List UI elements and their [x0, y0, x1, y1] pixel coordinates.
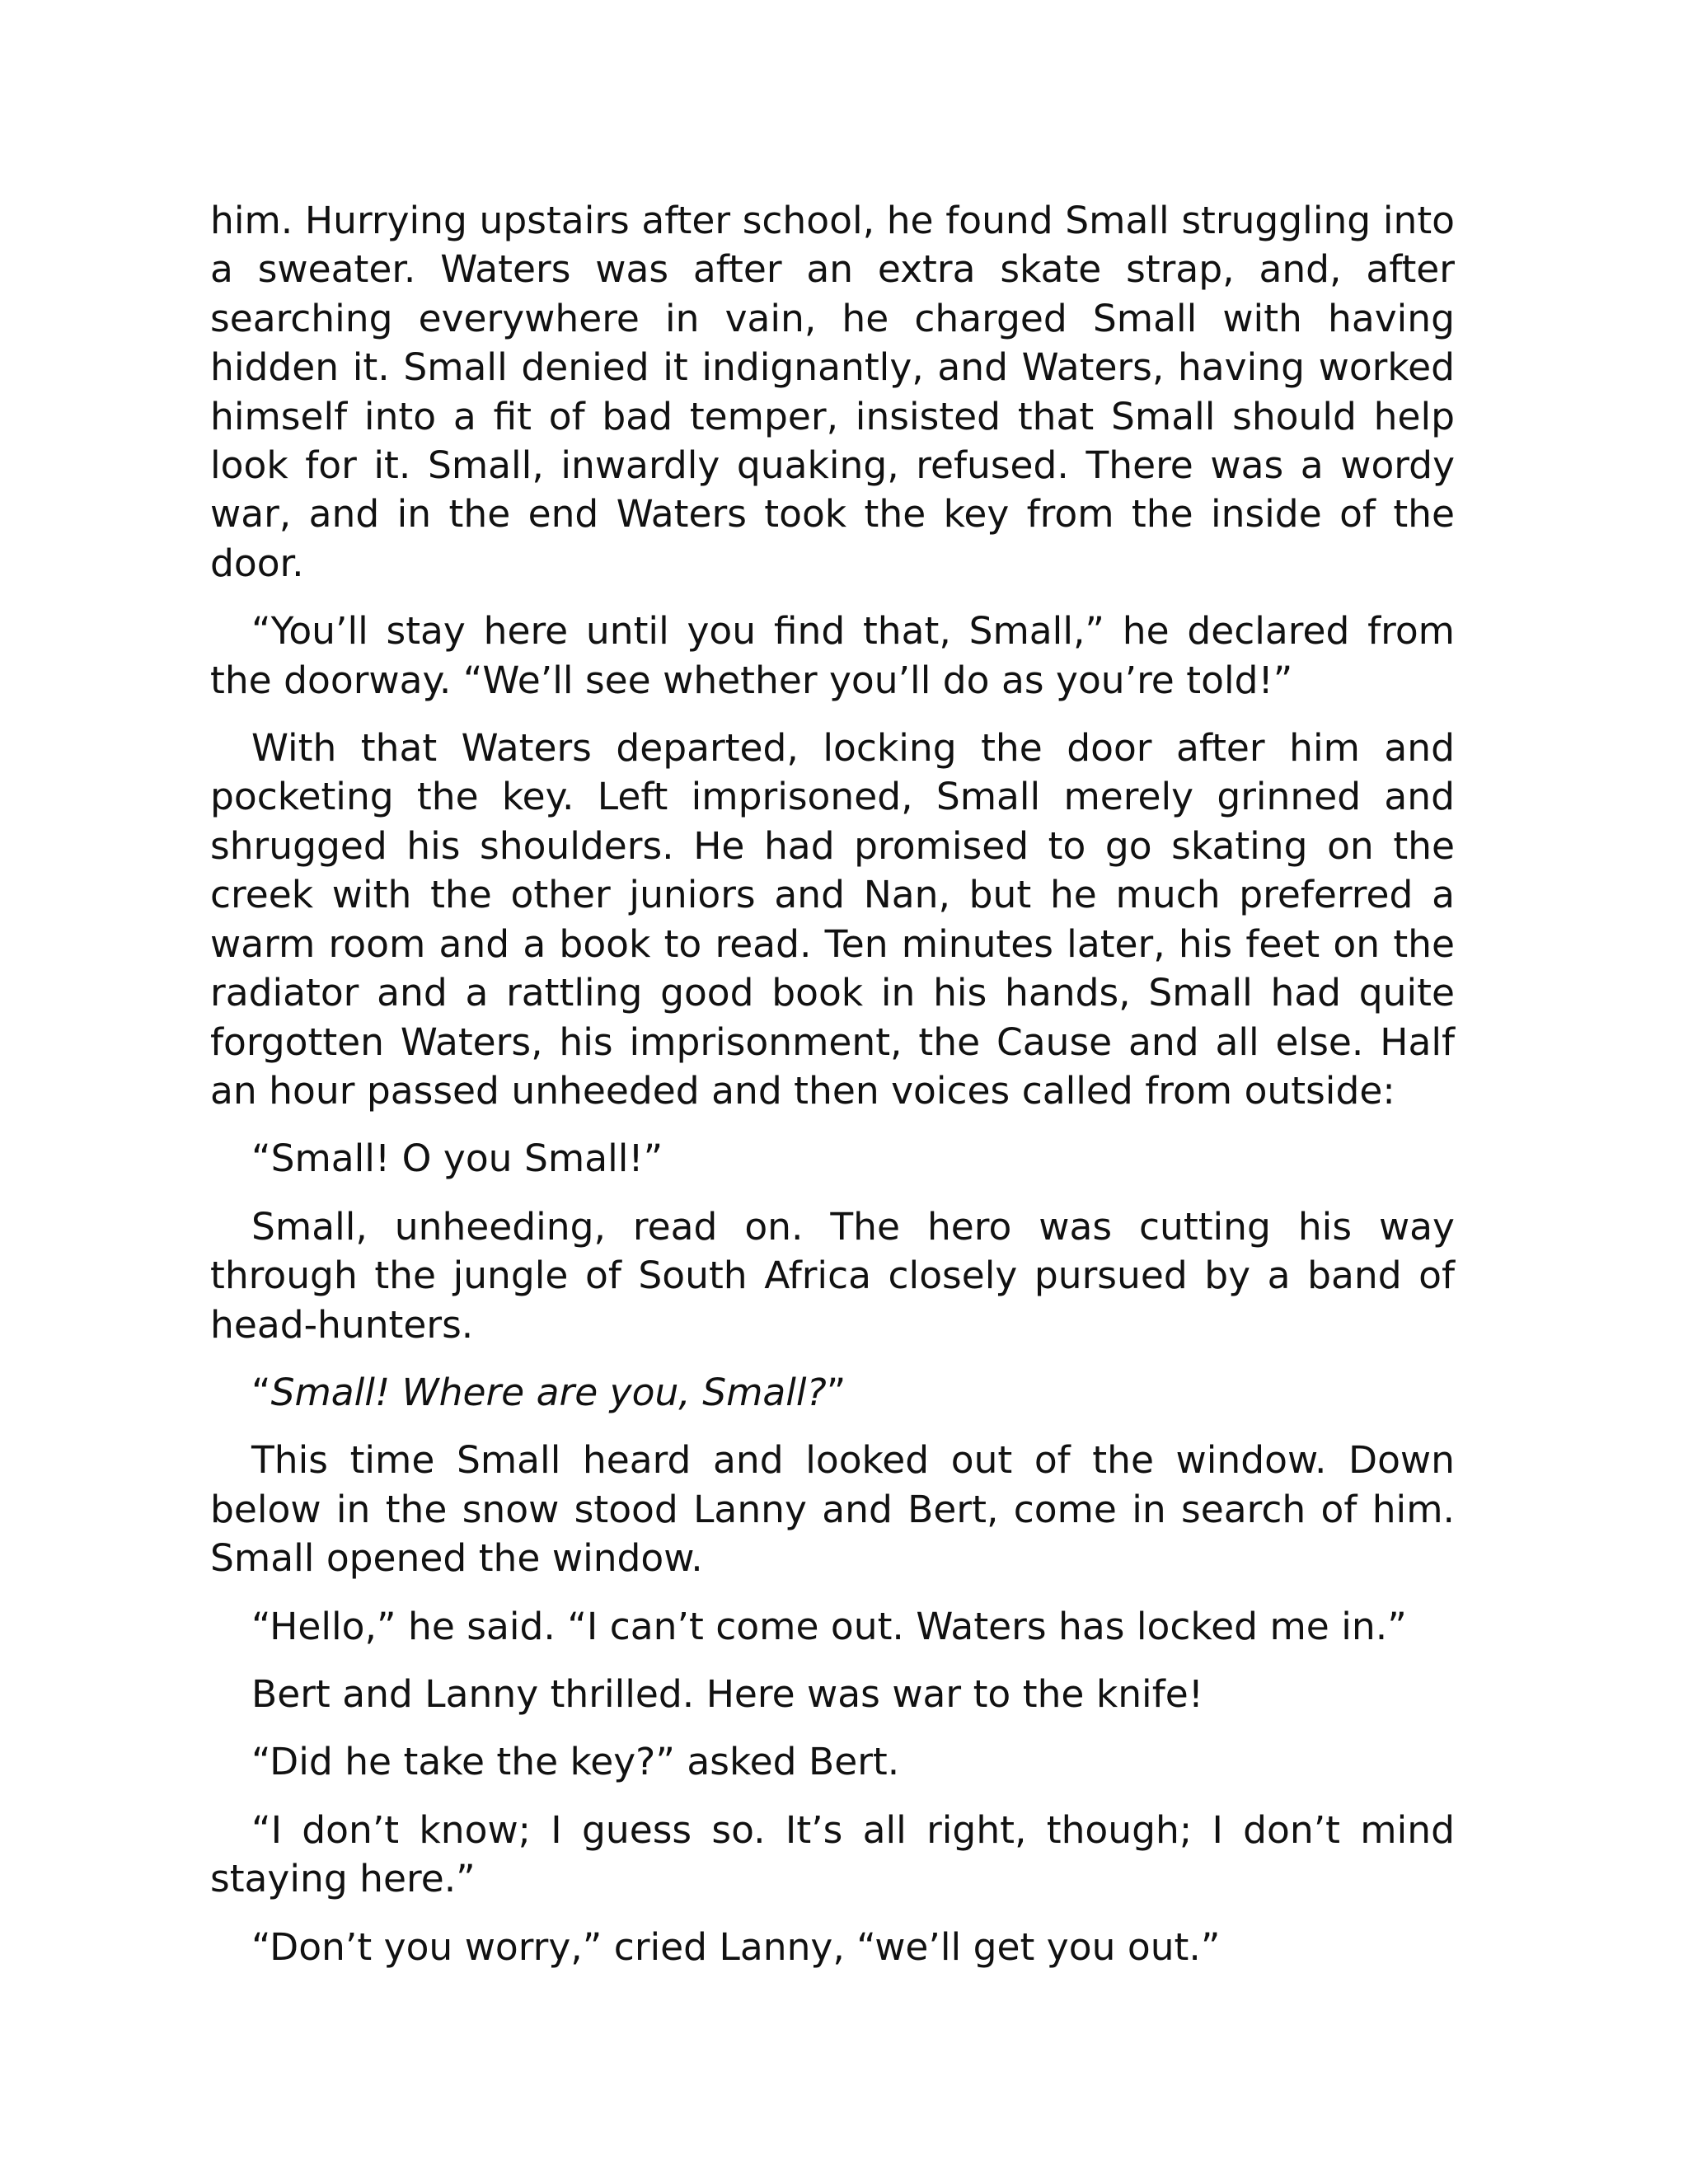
close-quote: ” [826, 1370, 846, 1414]
italic-text: Small! Where are you, Small? [270, 1370, 827, 1414]
paragraph: “Small! O you Small!” [251, 1137, 663, 1181]
book-page [210, 196, 1455, 1990]
paragraph: “Don’t you worry,” cried Lanny, “we’ll get you out.” [251, 1924, 1221, 1969]
paragraph-italic-dialogue [210, 1368, 1455, 1417]
paragraph: With that Waters departed, locking the door after him and pocketing the key. Left imprisoned, Small merely grinned and shrugged his shoulders. He had promised to go skating on the creek with the other juniors and Nan, but he much preferred a warm room and a book to read. Ten minutes later, his feet on the radiator and a rattling good book in his hands, Small had quite forgotten Waters, his imprisonment, the Cause and all else. Half an hour passed unheeded and then voices called from outside: [210, 726, 1455, 1113]
paragraph: “I don’t know; I guess so. It’s all right, though; I don’t mind staying here.” [210, 1807, 1455, 1901]
open-quote: “ [251, 1370, 271, 1414]
paragraph: “Did he take the key?” asked Bert. [251, 1740, 900, 1784]
paragraph: This time Small heard and looked out of the window. Down below in the snow stood Lanny and Bert, come in search of him. Small opened the window. [210, 1438, 1455, 1581]
paragraph: Small, unheeding, read on. The hero was cutting his way through the jungle of South Africa closely pursued by a band of head-hunters. [210, 1204, 1455, 1347]
paragraph: “You’ll stay here until you find that, Small,” he declared from the doorway. “We’ll see whether you’ll do as you’re told!” [210, 609, 1455, 702]
paragraph: “Hello,” he said. “I can’t come out. Waters has locked me in.” [251, 1604, 1407, 1648]
paragraph: Bert and Lanny thrilled. Here was war to the knife! [251, 1671, 1203, 1716]
paragraph-continued: him. Hurrying upstairs after school, he found Small struggling into a sweater. Waters was after an extra skate strap, and, after searching everywhere in vain, he charged Small with having hidden it. Small denied it indignantly, and Waters, having worked himself into a fit of bad temper, insisted that Small should help look for it. Small, inwardly quaking, refused. There was a wordy war, and in the end Waters took the key from the inside of the door. [210, 199, 1455, 585]
